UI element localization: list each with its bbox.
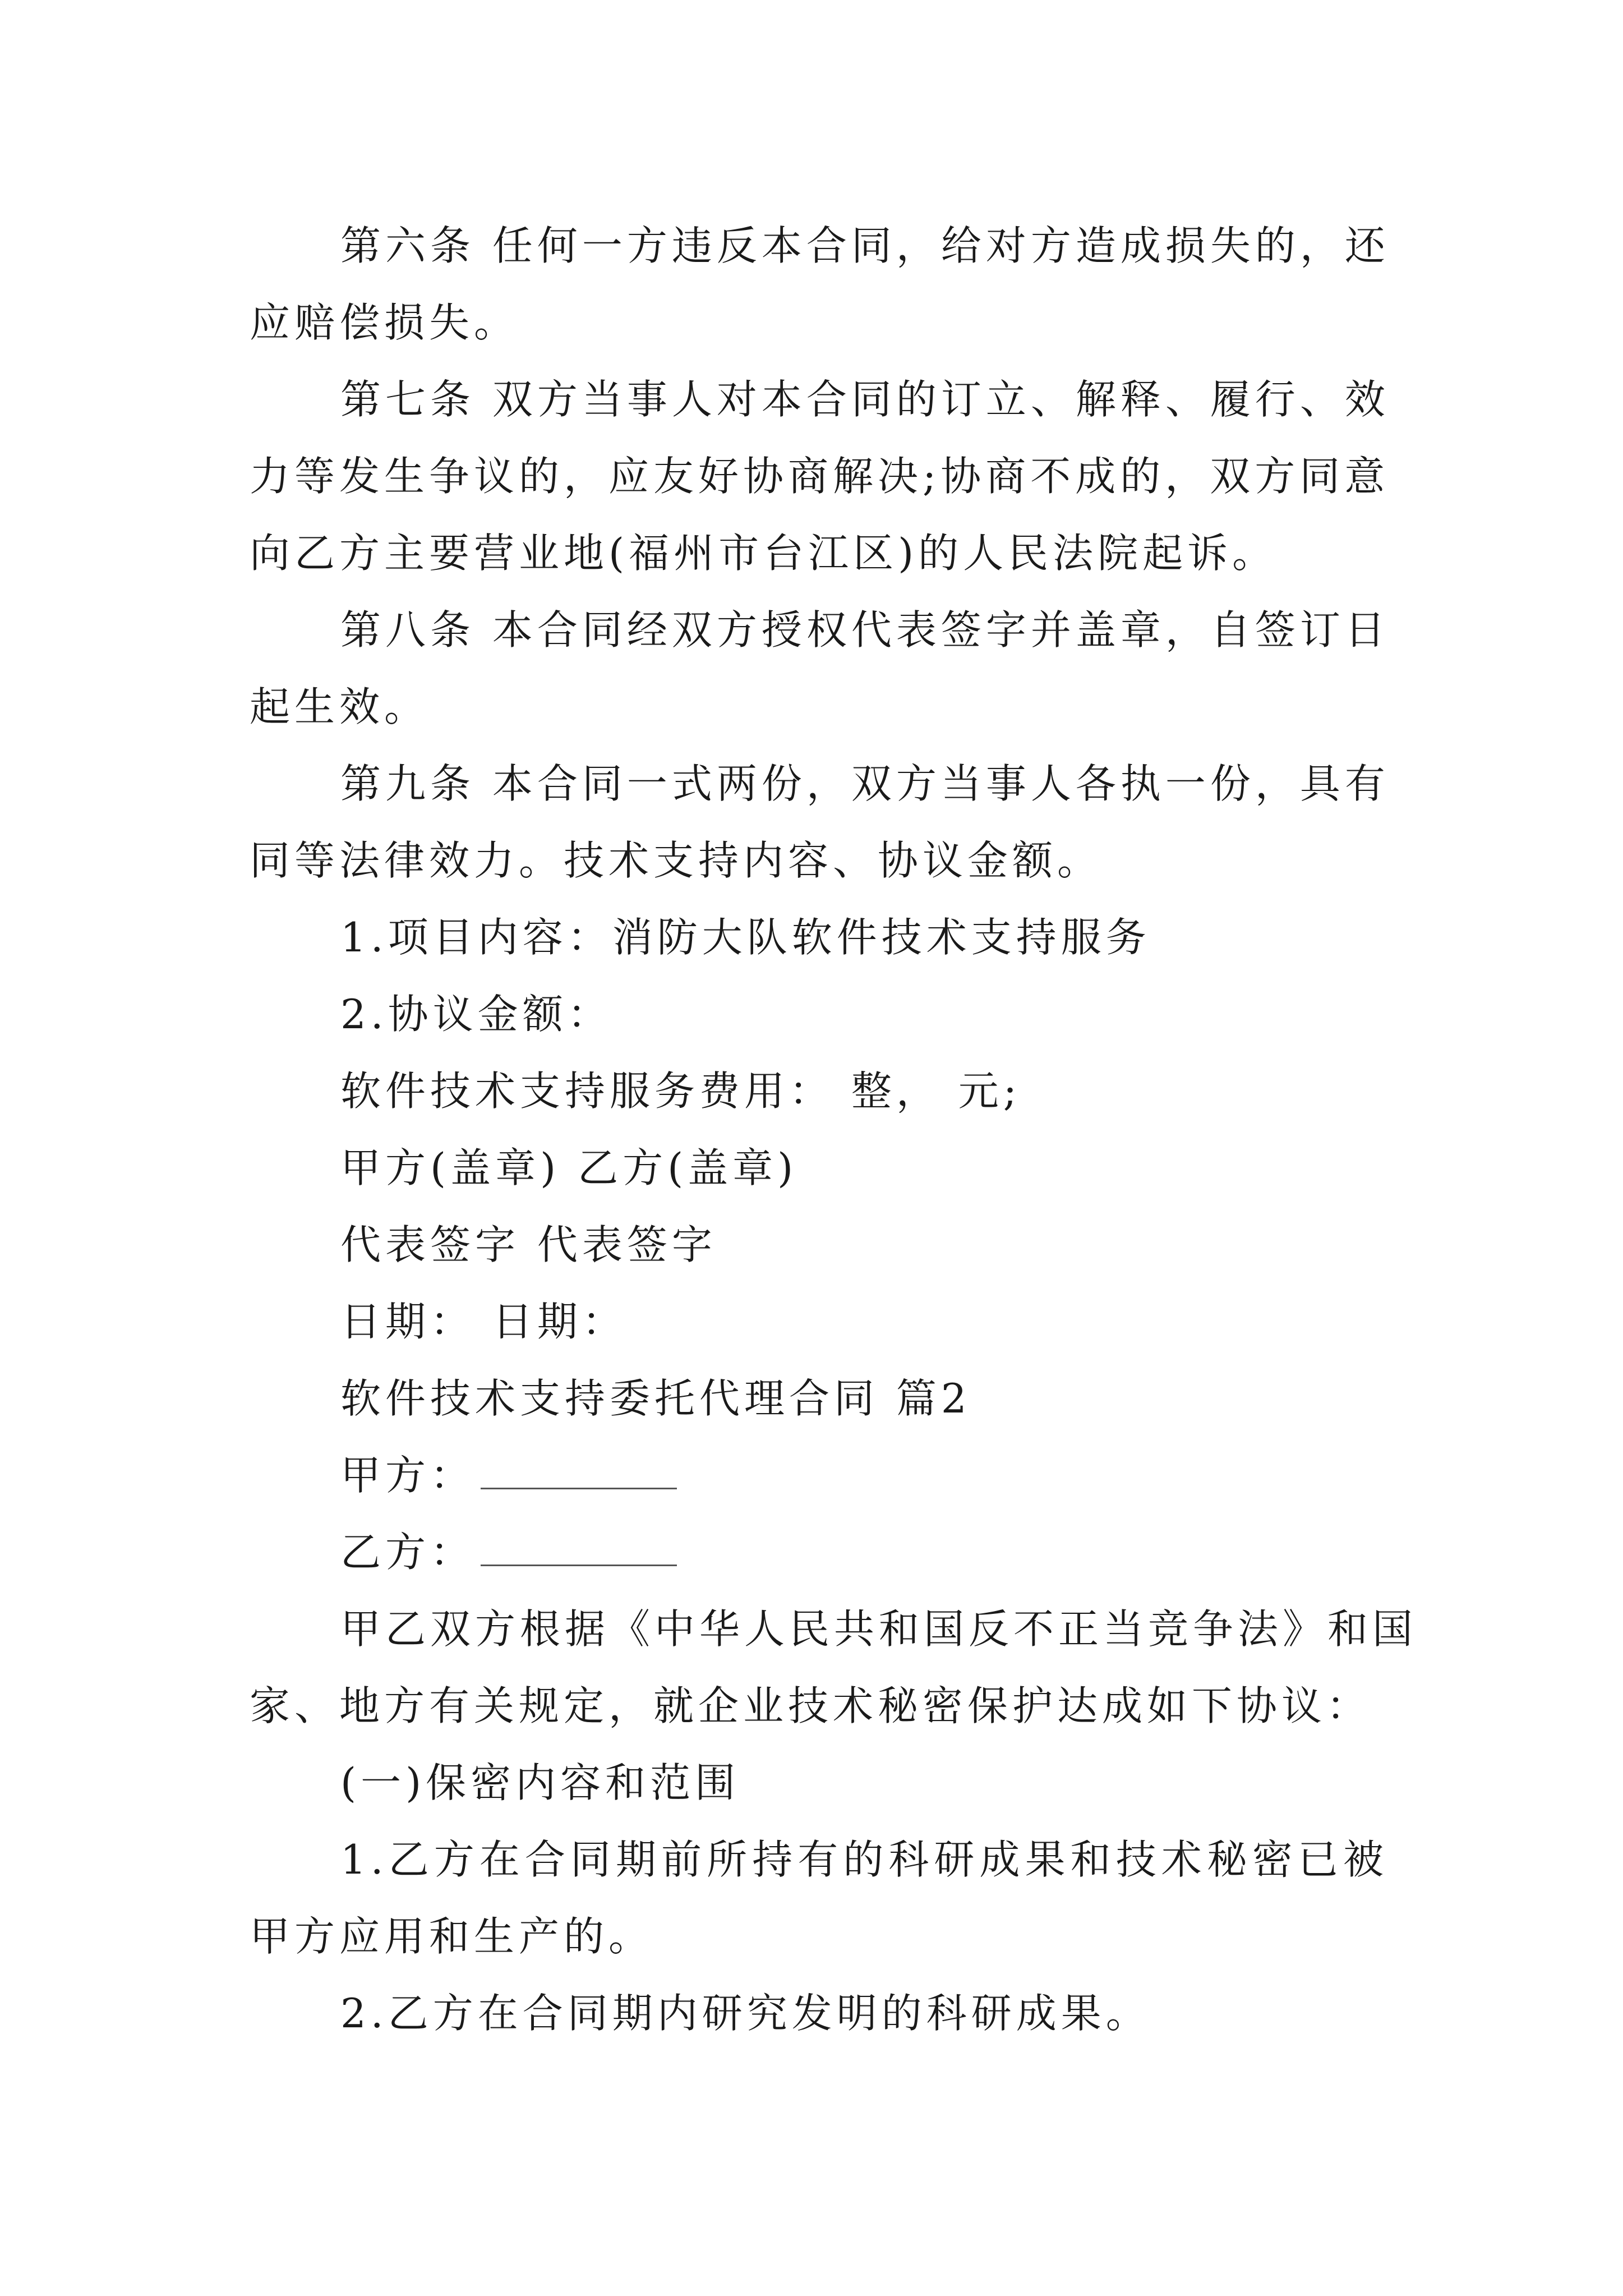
party-b-label: 乙方： [340, 1529, 476, 1576]
section-1-item-2: 2.乙方在合同期内研究发明的科研成果。 [340, 1990, 1151, 2037]
intro-line-2: 家、地方有关规定，就企业技术秘密保护达成如下协议： [250, 1682, 1372, 1729]
date-line: 日期： 日期： [340, 1298, 627, 1345]
article-8-line-2: 起生效。 [250, 683, 430, 730]
document-page [250, 208, 1418, 2052]
item-project-content: 1.项目内容：消防大队软件技术支持服务 [340, 914, 1151, 961]
section-1-item-1-line-2: 甲方应用和生产的。 [250, 1913, 654, 1960]
seal-line: 甲方(盖章) 乙方(盖章) [340, 1144, 798, 1191]
section-heading-1: (一)保密内容和范围 [340, 1759, 740, 1806]
article-7-line-3: 向乙方主要营业地(福州市台江区)的人民法院起诉。 [250, 530, 1278, 577]
article-7-line-1: 第七条 双方当事人对本合同的订立、解释、履行、效 [340, 376, 1390, 423]
party-a-line [250, 1437, 1388, 1514]
section-title-2: 软件技术支持委托代理合同 篇2 [340, 1375, 971, 1422]
section-1-item-1-line-1: 1.乙方在合同期前所持有的科研成果和技术秘密已被 [340, 1836, 1388, 1883]
party-b-blank [481, 1542, 677, 1566]
party-b-line [250, 1514, 1388, 1591]
signature-line: 代表签字 代表签字 [340, 1221, 717, 1268]
item-agreement-amount: 2.协议金额： [340, 991, 612, 1038]
article-6-line-2: 应赔偿损失。 [250, 299, 519, 346]
article-9-line-2: 同等法律效力。技术支持内容、协议金额。 [250, 837, 1103, 884]
article-8-line-1: 第八条 本合同经双方授权代表签字并盖章，自签订日 [340, 606, 1390, 654]
party-a-label: 甲方： [340, 1452, 476, 1499]
article-9-line-1: 第九条 本合同一式两份，双方当事人各执一份，具有 [340, 760, 1390, 807]
party-a-blank [481, 1465, 677, 1489]
service-fee-line: 软件技术支持服务费用： 整， 元; [340, 1068, 1022, 1115]
article-6-line-1: 第六条 任何一方违反本合同，给对方造成损失的，还 [340, 222, 1390, 269]
article-7-line-2: 力等发生争议的，应友好协商解决;协商不成的，双方同意 [250, 453, 1390, 500]
intro-line-1: 甲乙双方根据《中华人民共和国反不正当竞争法》和国 [340, 1605, 1418, 1653]
